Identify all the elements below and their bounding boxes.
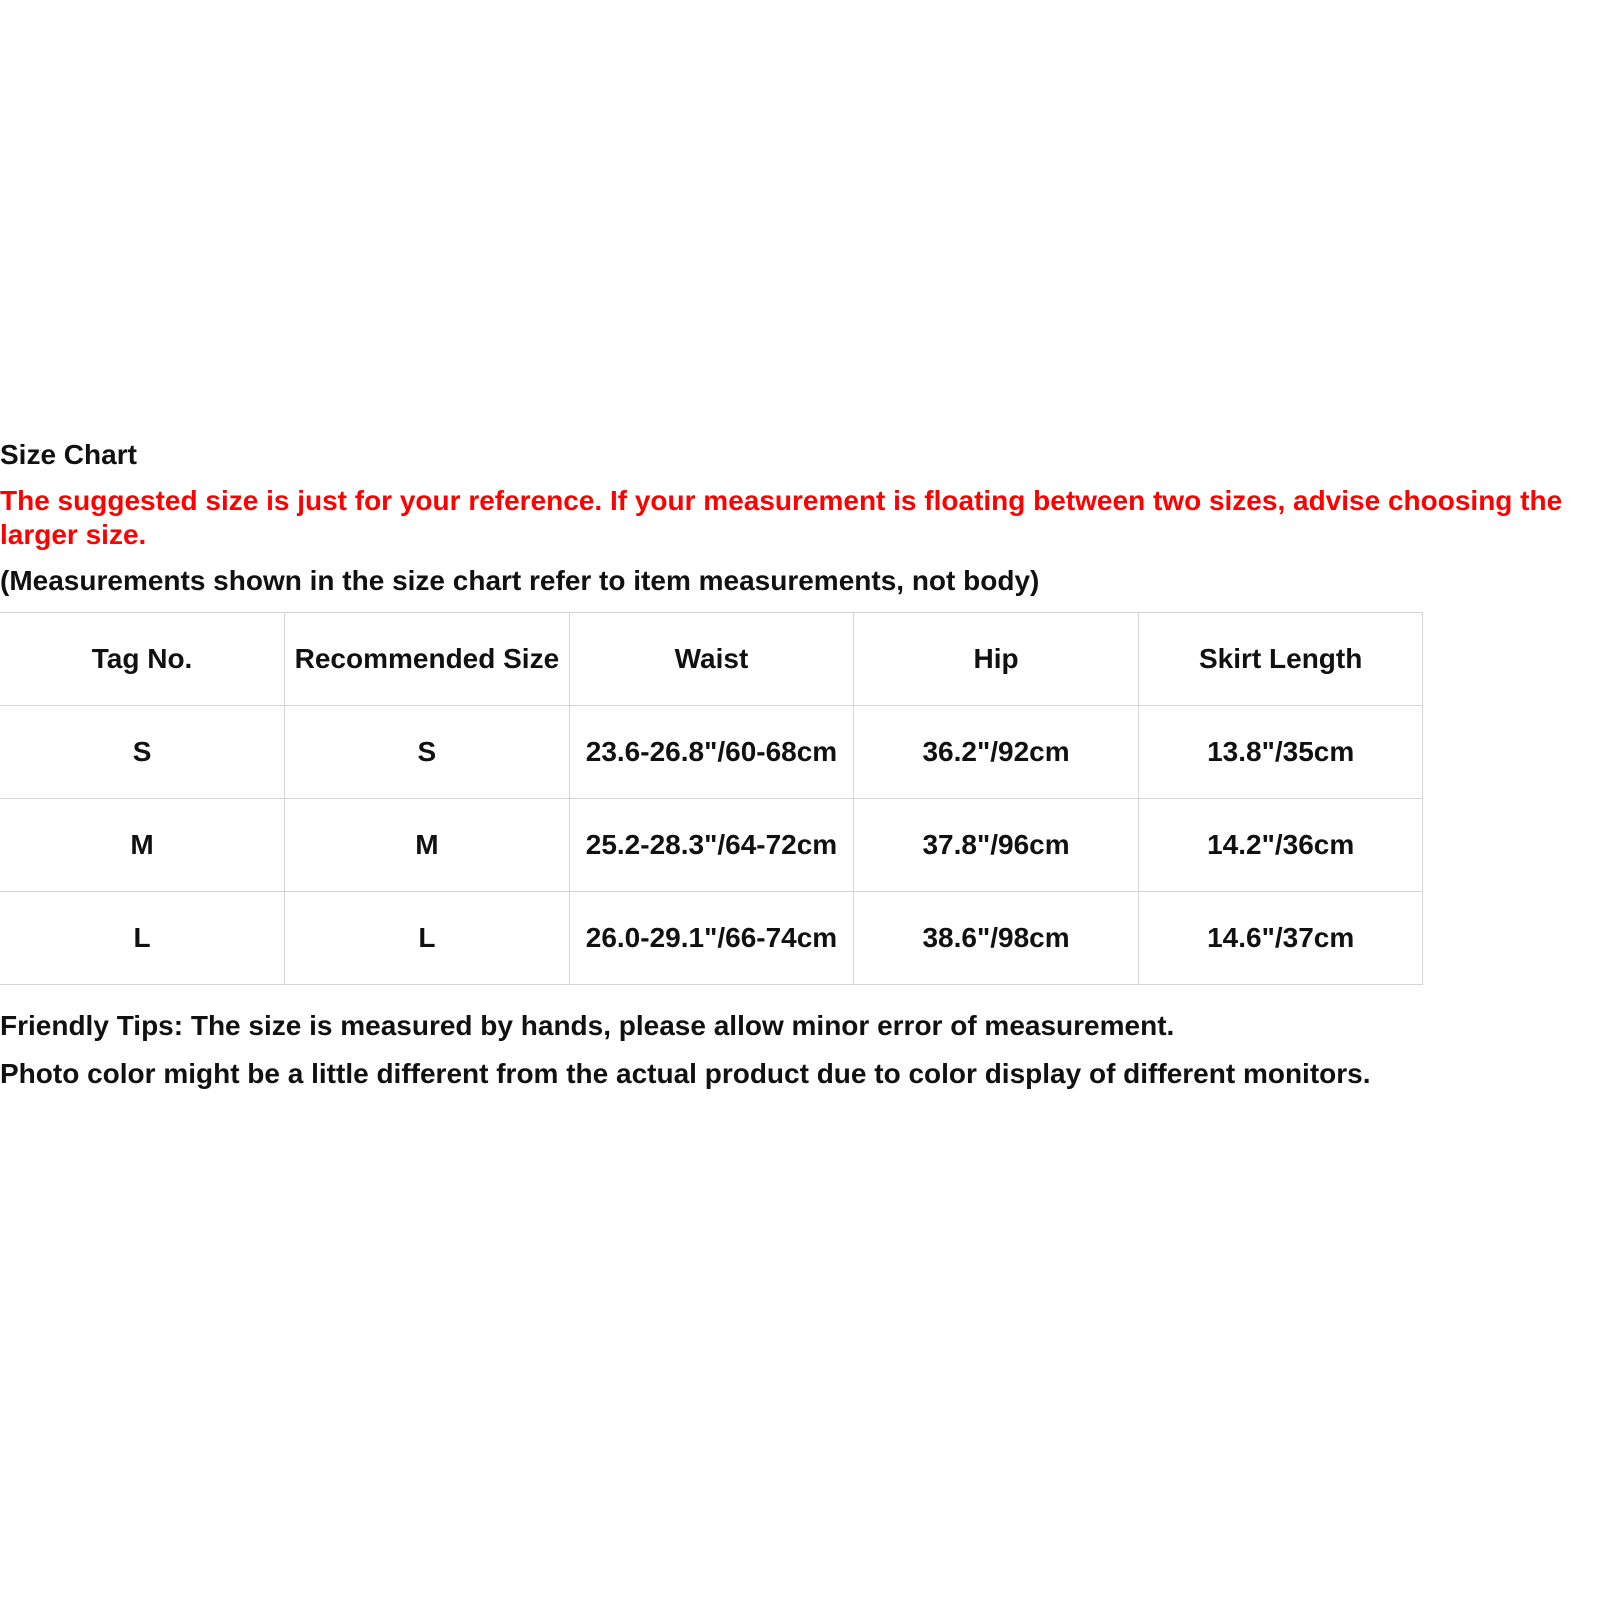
page-title: Size Chart [0, 439, 137, 470]
table-row [0, 799, 1423, 892]
size-table [0, 612, 1423, 985]
size-advice-notice: The suggested size is just for your reference. If your measurement is floating between two sizes, advise choosing the larger size. [0, 485, 1563, 550]
cell-recommended-size: S [285, 706, 570, 799]
header-recommended-size: Recommended Size [285, 613, 570, 706]
table-header-row [0, 613, 1423, 706]
cell-tag-no: L [0, 892, 285, 985]
cell-tag-no: M [0, 799, 285, 892]
header-skirt-length: Skirt Length [1138, 613, 1423, 706]
cell-skirt-length: 13.8"/35cm [1138, 706, 1423, 799]
header-waist: Waist [569, 613, 854, 706]
measurement-note: (Measurements shown in the size chart refer to item measurements, not body) [0, 565, 1040, 596]
cell-waist: 23.6-26.8"/60-68cm [569, 706, 854, 799]
cell-hip: 38.6"/98cm [854, 892, 1139, 985]
header-hip: Hip [854, 613, 1139, 706]
photo-color-note: Photo color might be a little different from the actual product due to color display of different monitors. [0, 1058, 1371, 1089]
cell-skirt-length: 14.2"/36cm [1138, 799, 1423, 892]
cell-hip: 36.2"/92cm [854, 706, 1139, 799]
cell-waist: 25.2-28.3"/64-72cm [569, 799, 854, 892]
table-row [0, 706, 1423, 799]
table-row [0, 892, 1423, 985]
cell-recommended-size: M [285, 799, 570, 892]
size-chart-section [0, 438, 1600, 1091]
cell-hip: 37.8"/96cm [854, 799, 1139, 892]
header-tag-no: Tag No. [0, 613, 285, 706]
cell-tag-no: S [0, 706, 285, 799]
cell-waist: 26.0-29.1"/66-74cm [569, 892, 854, 985]
cell-recommended-size: L [285, 892, 570, 985]
friendly-tips: Friendly Tips: The size is measured by hands, please allow minor error of measurement. [0, 1010, 1175, 1041]
cell-skirt-length: 14.6"/37cm [1138, 892, 1423, 985]
